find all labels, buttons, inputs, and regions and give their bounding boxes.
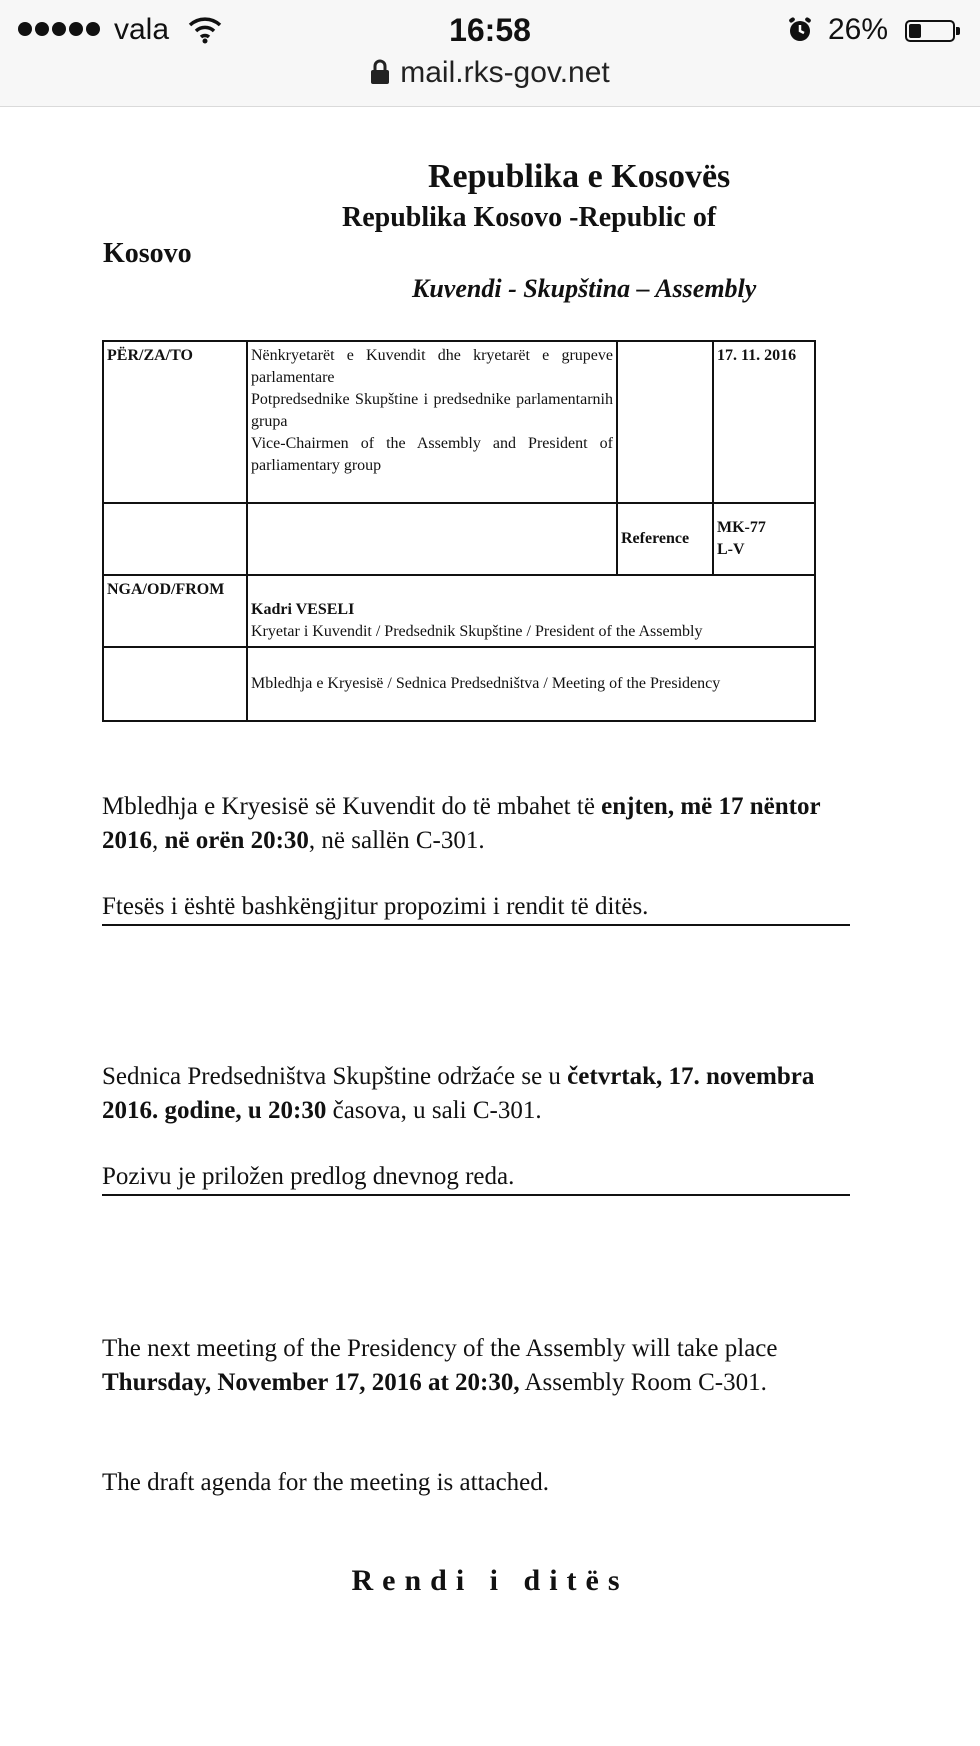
reference-value [713, 503, 815, 575]
header-line-4: Kuvendi - Skupština – Assembly [412, 274, 757, 303]
carrier-name: vala [114, 13, 170, 46]
english-attachment-note: The draft agenda for the meeting is attached. [102, 1469, 550, 1496]
reference-value-line: L-V [717, 541, 745, 558]
reference-label: Reference [617, 503, 713, 575]
meta-table [102, 340, 816, 722]
albanian-paragraph: Mbledhja e Kryesisë së Kuvendit do të mbahet të enjten, më 17 nëntor 2016, në orën 20:30, në sallën C-301. [102, 793, 821, 854]
date-cell: 17. 11. 2016 [713, 341, 815, 503]
alarm-icon [786, 16, 814, 44]
from-name: Kadri VESELI [251, 601, 355, 618]
recipient-line: Vice-Chairmen of the Assembly and President of parliamentary group [251, 435, 613, 474]
empty-cell [103, 503, 247, 575]
battery-icon [905, 20, 955, 42]
agenda-title: Rendi i ditës [351, 1564, 629, 1597]
header-line-2: Republika Kosovo -Republic of [342, 202, 717, 233]
status-row [0, 4, 980, 54]
lock-icon [370, 59, 390, 85]
from-label: NGA/OD/FROM [103, 575, 247, 647]
subject-cell: Mbledhja e Kryesisë / Sednica Predsedništva / Meeting of the Presidency [247, 647, 815, 721]
empty-cell [103, 647, 247, 721]
reference-value-line: MK-77 [717, 519, 766, 536]
serbian-attachment-note: Pozivu je priložen predlog dnevnog reda. [102, 1160, 850, 1196]
battery-percent: 26% [828, 13, 889, 46]
address-bar[interactable] [0, 56, 980, 90]
header-line-1: Republika e Kosovës [428, 158, 731, 195]
clock: 16:58 [449, 12, 531, 48]
from-cell [247, 575, 815, 647]
english-paragraph: The next meeting of the Presidency of the Assembly will take place Thursday, November 17, 2016 at 20:30, Assembly Room C-301. [102, 1335, 778, 1396]
empty-cell [247, 503, 617, 575]
recipient-line: Nënkryetarët e Kuvendit dhe kryetarët e grupeve parlamentare [251, 347, 613, 386]
to-label: PËR/ZA/TO [103, 341, 247, 503]
status-bar [0, 0, 980, 107]
serbian-paragraph: Sednica Predsedništva Skupštine održaće se u četvrtak, 17. novembra 2016. godine, u 20:30 časova, u sali C-301. [102, 1063, 815, 1124]
from-title: Kryetar i Kuvendit / Predsednik Skupštine / President of the Assembly [251, 623, 703, 640]
albanian-attachment-note: Ftesës i është bashkëngjitur propozimi i rendit të ditës. [102, 890, 850, 926]
to-recipients [247, 341, 617, 503]
empty-cell [617, 341, 713, 503]
header-line-3: Kosovo [103, 238, 192, 269]
recipient-line: Potpredsednike Skupštine i predsednike parlamentarnih grupa [251, 391, 613, 430]
url-text: mail.rks-gov.net [400, 56, 610, 89]
